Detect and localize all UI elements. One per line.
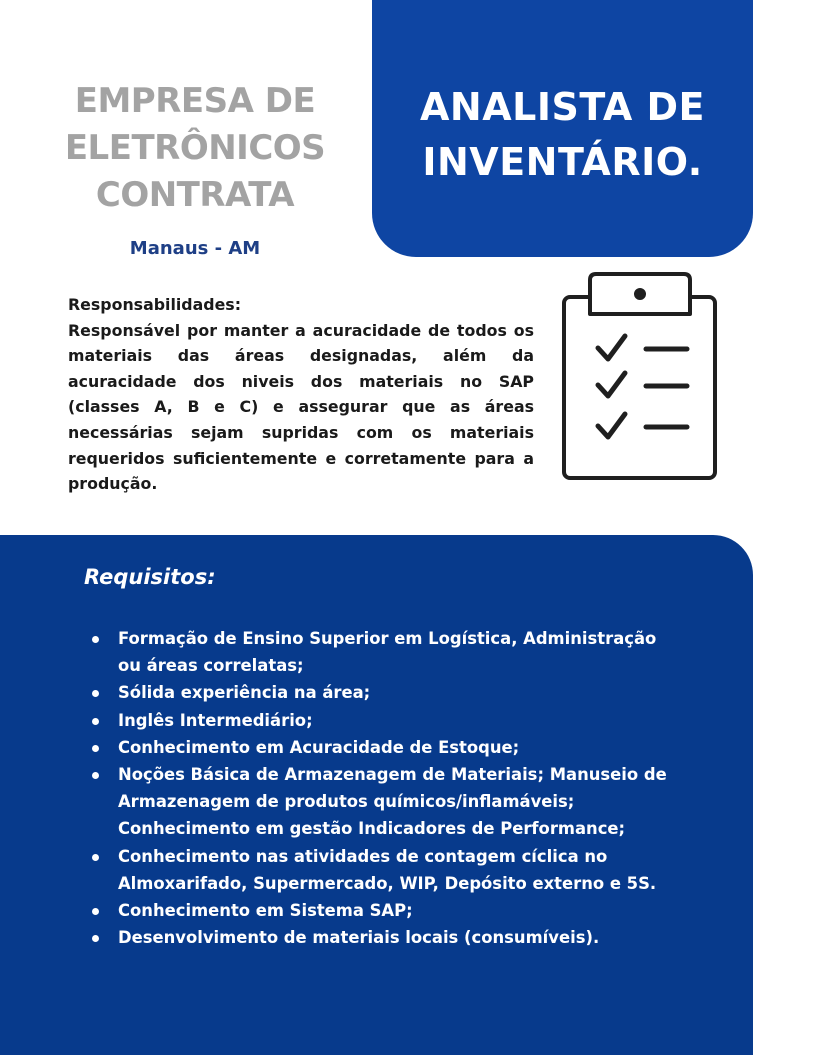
company-line-1: EMPRESA DE (74, 81, 316, 121)
requirement-item: Sólida experiência na área; (92, 679, 682, 706)
requirement-item: Desenvolvimento de materiais locais (consumíveis). (92, 924, 682, 951)
requirement-item: Conhecimento em Sistema SAP; (92, 897, 682, 924)
requirement-item: Conhecimento em Acuracidade de Estoque; (92, 734, 682, 761)
requirement-item: Inglês Intermediário; (92, 707, 682, 734)
company-line-3: CONTRATA (95, 175, 295, 215)
location-label: Manaus - AM (129, 238, 261, 259)
clipboard-checklist-icon (560, 270, 720, 482)
company-heading (40, 78, 350, 219)
responsibilities-text: Responsável por manter a acuracidade de todos os materiais das áreas designadas, além da acuracidade dos niveis dos materiais no SAP (classes A, B e C) e assegurar que as áreas necessárias sejam supridas com os materiais requeridos suficientemente e corretamente para a produção. (68, 320, 534, 494)
clipboard-clip-hole (636, 290, 644, 298)
job-title-panel (372, 0, 753, 257)
company-line-2: ELETRÔNICOS (64, 128, 326, 168)
responsibilities-section (68, 292, 534, 497)
job-title-line-2: INVENTÁRIO. (422, 140, 703, 184)
requirements-heading: Requisitos: (84, 565, 216, 589)
requirement-item: Noções Básica de Armazenagem de Materiais; Manuseio de Armazenagem de produtos químicos/inflamáveis; Conhecimento em gestão Indicadores de Performance; (92, 761, 682, 843)
check-icon (598, 336, 625, 359)
requirements-panel (0, 535, 753, 1055)
check-icon (598, 373, 625, 396)
responsibilities-heading: Responsabilidades: (68, 295, 242, 314)
clipboard-board (564, 297, 715, 478)
requirement-item: Formação de Ensino Superior em Logística, Administração ou áreas correlatas; (92, 625, 682, 679)
job-title (372, 80, 753, 190)
requirement-item: Conhecimento nas atividades de contagem cíclica no Almoxarifado, Supermercado, WIP, Depósito externo e 5S. (92, 843, 682, 897)
check-icon (598, 414, 625, 437)
job-title-line-1: ANALISTA DE (420, 85, 705, 129)
requirements-list (92, 625, 682, 951)
